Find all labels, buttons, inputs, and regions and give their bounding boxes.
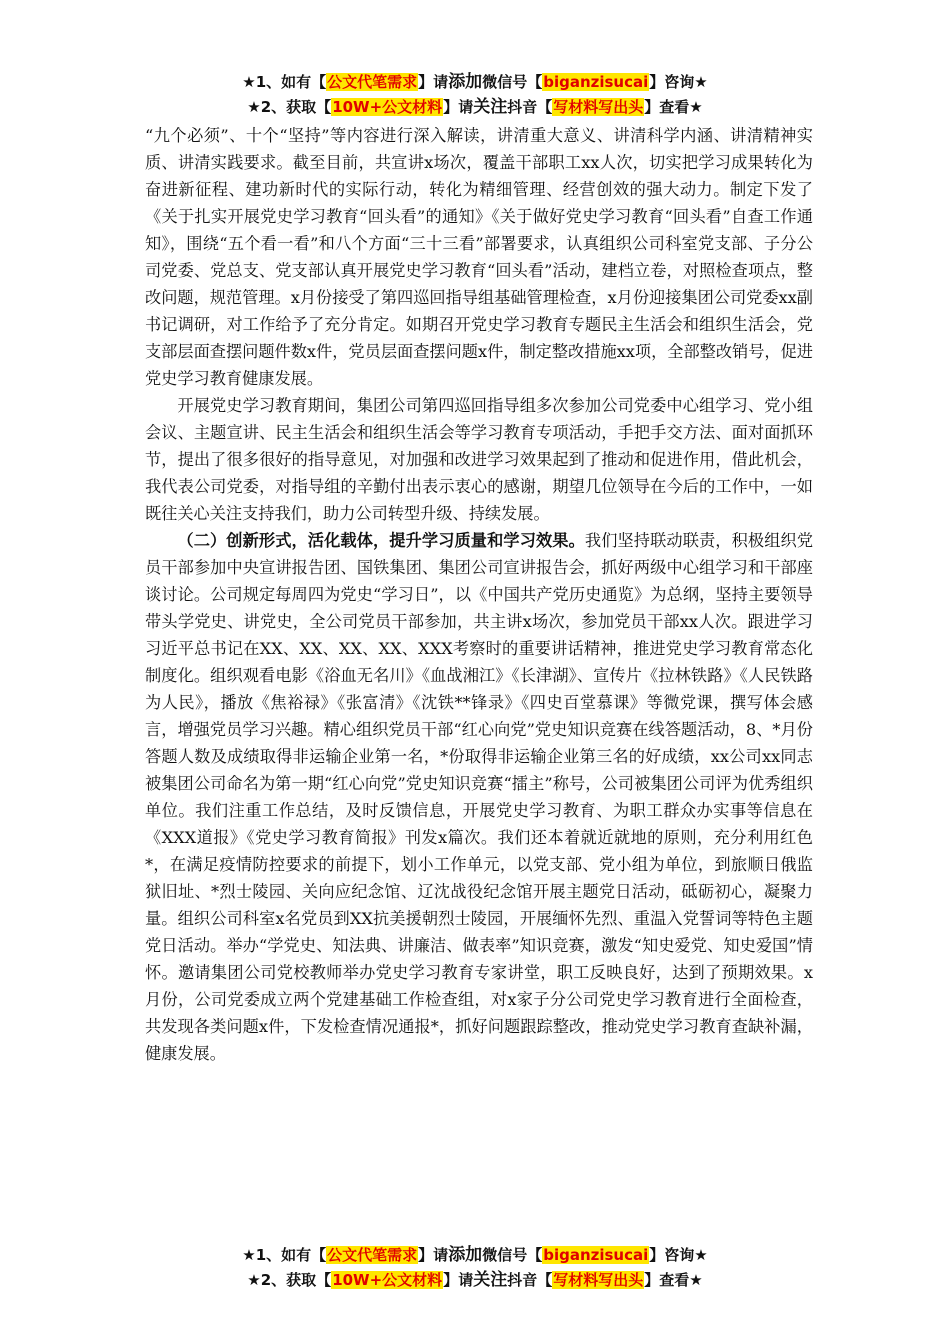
highlight-wechat-id: biganzisucai bbox=[543, 1246, 649, 1264]
promo-emphasis: 关注 bbox=[473, 97, 508, 117]
promo-text: 】请 bbox=[418, 1246, 449, 1264]
promo-text: ★1、如有【 bbox=[242, 73, 327, 91]
promo-text: 】咨询★ bbox=[649, 73, 708, 91]
promo-text: ★1、如有【 bbox=[242, 1246, 327, 1264]
promo-line-2 bbox=[0, 95, 950, 120]
document-body bbox=[145, 122, 813, 1067]
promo-text: ★2、获取【 bbox=[247, 1271, 332, 1289]
promo-emphasis: 关注 bbox=[473, 1270, 508, 1290]
promo-text: 】查看★ bbox=[644, 98, 703, 116]
promo-text: 抖音【 bbox=[507, 98, 553, 116]
paragraph-1: “九个必须”、十个“坚持”等内容进行深入解读，讲清重大意义、讲清科学内涵、讲清精神实质、讲清实践要求。截至目前，共宣讲x场次，覆盖干部职工xx人次，切实把学习成果转化为奋进新征程、建功新时代的实际行动，转化为精细管理、经营创效的强大动力。制定下发了《关于扎实开展党史学习教育“回头看”的通知》《关于做好党史学习教育“回头看”自查工作通知》，围绕“五个看一看”和八个方面“三十三看”部署要求，认真组织公司科室党支部、子分公司党委、党总支、党支部认真开展党史学习教育“回头看”活动，建档立卷，对照检查项点，整改问题，规范管理。x月份接受了第四巡回指导组基础管理检查，x月份迎接集团公司党委xx副书记调研，对工作给予了充分肯定。如期召开党史学习教育专题民主生活会和组织生活会，党支部层面查摆问题件数x件，党员层面查摆问题x件，制定整改措施xx项，全部整改销号，促进党史学习教育健康发展。 bbox=[145, 126, 813, 388]
highlight-douyin-account: 写材料写出头 bbox=[553, 1271, 644, 1289]
highlight-wechat-id: biganzisucai bbox=[543, 73, 649, 91]
promo-text: ★2、获取【 bbox=[247, 98, 332, 116]
section-heading: （二）创新形式，活化载体，提升学习质量和学习效果。 bbox=[177, 531, 585, 550]
promo-emphasis: 添加 bbox=[448, 1245, 483, 1265]
promo-text: 】咨询★ bbox=[649, 1246, 708, 1264]
promo-text: 微信号【 bbox=[482, 73, 543, 91]
promo-banner-bottom bbox=[0, 1243, 950, 1293]
highlight-service: 公文代笔需求 bbox=[327, 73, 418, 91]
promo-banner-top bbox=[0, 70, 950, 120]
paragraph-3 bbox=[145, 527, 813, 1067]
promo-line-1 bbox=[0, 70, 950, 95]
paragraph-3-body: 我们坚持联动联责，积极组织党员干部参加中央宣讲报告团、国铁集团、集团公司宣讲报告会，抓好两级中心组学习和干部座谈讨论。公司规定每周四为党史“学习日”，以《中国共产党历史通览》为总纲，坚持主要领导带头学党史、讲党史，全公司党员干部参加，共主讲x场次，参加党员干部xx人次。跟进学习习近平总书记在XX、XX、XX、XX、XXX考察时的重要讲话精神，推进党史学习教育常态化制度化。组织观看电影《浴血无名川》《血战湘江》《长津湖》、宣传片《拉林铁路》《人民铁路为人民》，播放《焦裕禄》《张富清》《沈铁**锋录》《四史百堂慕课》等微党课，撰写体会感言，增强党员学习兴趣。精心组织党员干部“红心向党”党史知识竞赛在线答题活动，8、*月份答题人数及成绩取得非运输企业第一名，*份取得非运输企业第三名的好成绩，xx公司xx同志被集团公司命名为第一期“红心向党”党史知识竞赛“擂主”称号，公司被集团公司评为优秀组织单位。我们注重工作总结，及时反馈信息，开展党史学习教育、为职工群众办实事等信息在《XXX道报》《党史学习教育简报》刊发x篇次。我们还本着就近就地的原则，充分利用红色*，在满足疫情防控要求的前提下，划小工作单元，以党支部、党小组为单位，到旅顺日俄监狱旧址、*烈士陵园、关向应纪念馆、辽沈战役纪念馆开展主题党日活动，砥砺初心，凝聚力量。组织公司科室x名党员到XX抗美援朝烈士陵园，开展缅怀先烈、重温入党誓词等特色主题党日活动。举办“学党史、知法典、讲廉洁、做表率”知识竞赛，激发“知史爱党、知史爱国”情怀。邀请集团公司党校教师举办党史学习教育专家讲堂，职工反映良好，达到了预期效果。x月份，公司党委成立两个党建基础工作检查组，对x家子分公司党史学习教育进行全面检查，共发现各类问题x件，下发检查情况通报*，抓好问题跟踪整改，推动党史学习教育查缺补漏，健康发展。 bbox=[145, 531, 814, 1063]
promo-text: 】请 bbox=[418, 73, 449, 91]
promo-line-1 bbox=[0, 1243, 950, 1268]
promo-text: 抖音【 bbox=[507, 1271, 553, 1289]
promo-emphasis: 添加 bbox=[448, 72, 483, 92]
paragraph-2: 开展党史学习教育期间，集团公司第四巡回指导组多次参加公司党委中心组学习、党小组会议、主题宣讲、民主生活会和组织生活会等学习教育专项活动，手把手交方法、面对面抓环节，提出了很多很好的指导意见，对加强和改进学习效果起到了推动和促进作用，借此机会，我代表公司党委，对指导组的辛勤付出表示衷心的感谢，期望几位领导在今后的工作中，一如既往关心关注支持我们，助力公司转型升级、持续发展。 bbox=[145, 396, 813, 523]
promo-text: 】查看★ bbox=[644, 1271, 703, 1289]
promo-text: 】请 bbox=[443, 98, 474, 116]
highlight-douyin-account: 写材料写出头 bbox=[553, 98, 644, 116]
highlight-materials: 10W+公文材料 bbox=[332, 98, 443, 116]
highlight-materials: 10W+公文材料 bbox=[332, 1271, 443, 1289]
promo-text: 】请 bbox=[443, 1271, 474, 1289]
highlight-service: 公文代笔需求 bbox=[327, 1246, 418, 1264]
promo-text: 微信号【 bbox=[482, 1246, 543, 1264]
promo-line-2 bbox=[0, 1268, 950, 1293]
